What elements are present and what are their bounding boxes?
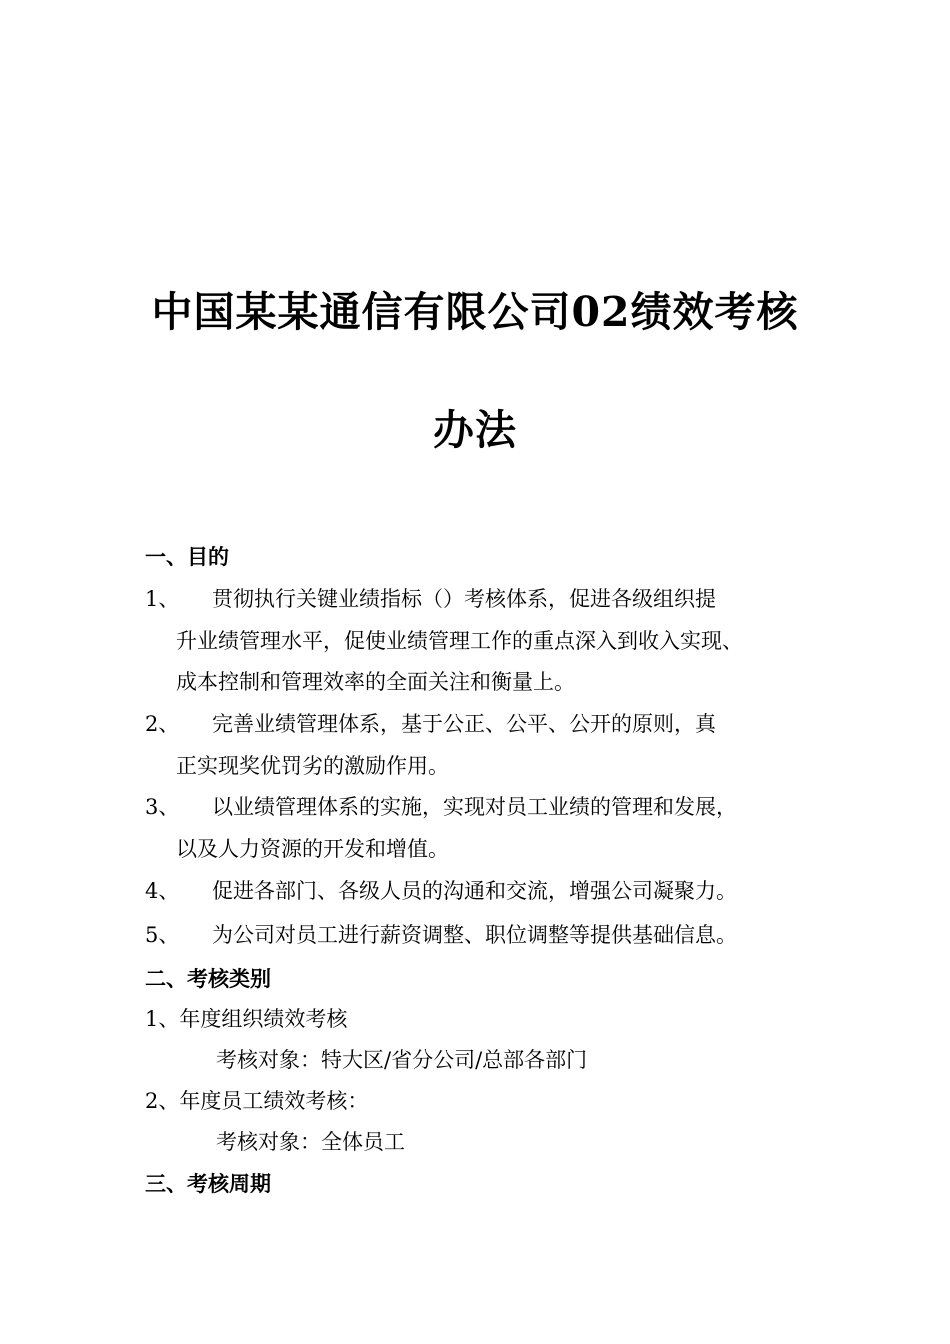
document-title-line2: 办法 [433, 406, 517, 454]
item-text-line: 以业绩管理体系的实施，实现对员工业绩的管理和发展， [212, 795, 737, 819]
section-heading-categories: 二、考核类别 [145, 966, 271, 991]
item-text-line: 完善业绩管理体系，基于公正、公平、公开的原则，真 [212, 712, 716, 736]
item-text-line: 以及人力资源的开发和增值。 [176, 837, 449, 861]
item-number: 3、 [145, 795, 180, 819]
category-detail: 考核对象：全体员工 [216, 1130, 405, 1154]
category-label: 2、年度员工绩效考核： [145, 1089, 369, 1113]
document-title-line1: 中国某某通信有限公司02绩效考核 [151, 288, 799, 336]
item-text-line: 为公司对员工进行薪资调整、职位调整等提供基础信息。 [212, 923, 737, 947]
item-text-line: 正实现奖优罚劣的激励作用。 [176, 754, 449, 778]
item-text-line: 贯彻执行关键业绩指标（）考核体系，促进各级组织提 [212, 587, 716, 611]
category-detail: 考核对象：特大区/省分公司/总部各部门 [216, 1048, 588, 1072]
section-heading-purpose: 一、目的 [145, 544, 229, 569]
item-number: 1、 [145, 587, 180, 611]
item-text-line: 成本控制和管理效率的全面关注和衡量上。 [176, 670, 575, 694]
category-label: 1、年度组织绩效考核 [145, 1007, 348, 1031]
section-heading-cycle: 三、考核周期 [145, 1171, 271, 1196]
item-text-line: 促进各部门、各级人员的沟通和交流，增强公司凝聚力。 [212, 879, 737, 903]
item-number: 4、 [145, 879, 180, 903]
item-text-line: 升业绩管理水平，促使业绩管理工作的重点深入到收入实现、 [176, 629, 743, 653]
item-number: 2、 [145, 712, 180, 736]
item-number: 5、 [145, 923, 180, 947]
